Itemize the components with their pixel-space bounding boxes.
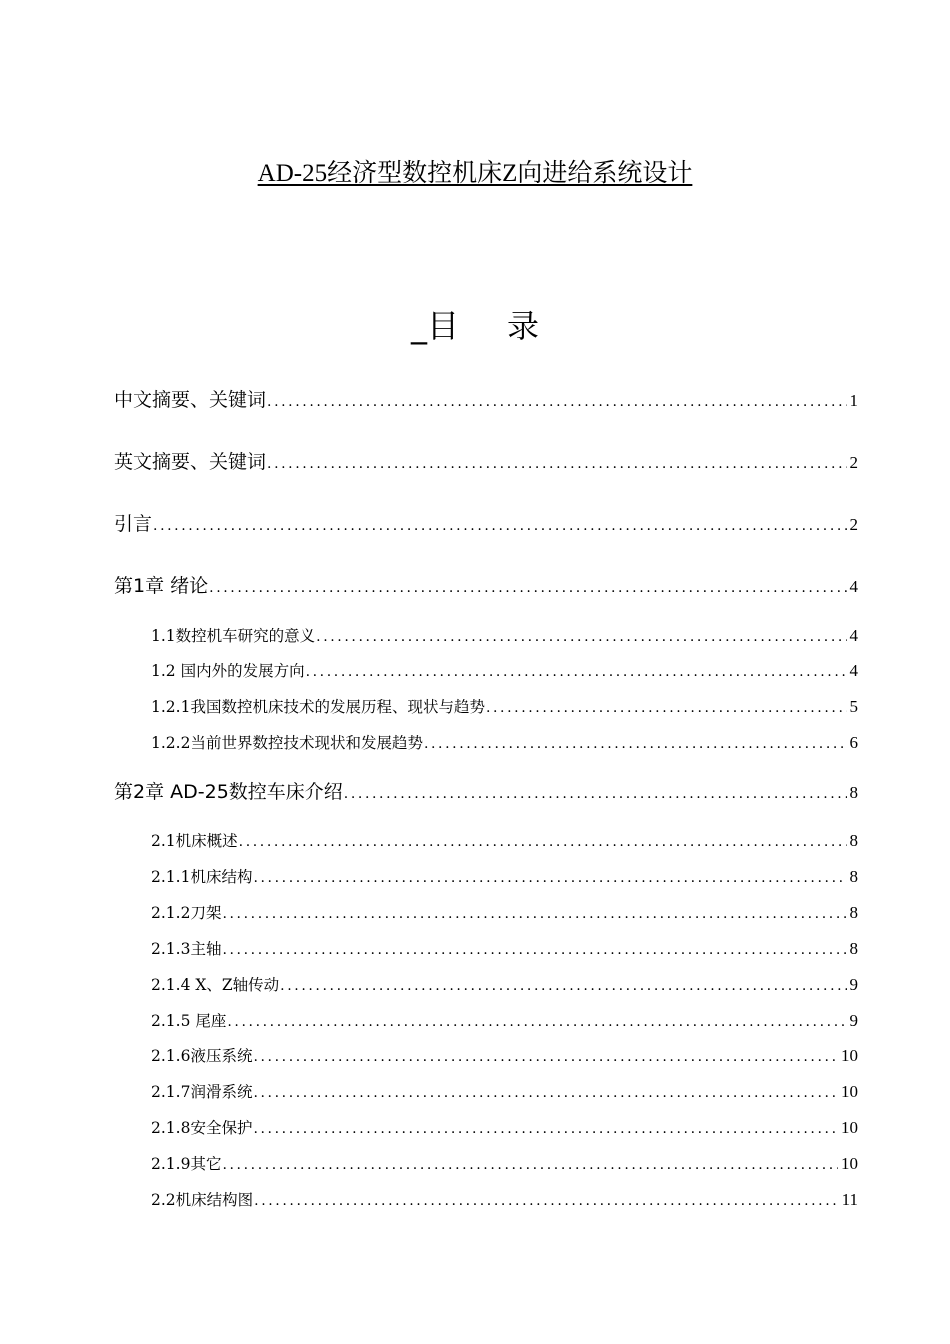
toc-entry-label: 中文摘要、关键词 [114, 389, 267, 411]
toc-entry-label: 2.1.4 X、Z轴传动 [151, 976, 280, 994]
toc-entry-label: 引言 [114, 513, 153, 535]
toc-leader-dots [306, 660, 847, 684]
toc-entry-2-1-9[interactable] [151, 1152, 858, 1177]
toc-heading [0, 304, 950, 348]
toc-entry-1-2-1[interactable] [151, 695, 858, 720]
toc-entry-chapter-1[interactable] [114, 572, 858, 602]
toc-leader-dots [209, 574, 846, 602]
toc-entry-en-abstract[interactable] [114, 448, 858, 478]
toc-entry-page: 8 [849, 783, 858, 802]
toc-entry-page: 8 [849, 867, 858, 886]
toc-leader-dots [316, 625, 846, 649]
toc-entry-page: 9 [849, 975, 858, 994]
toc-entry-page: 2 [849, 453, 858, 472]
toc-entry-page: 1 [849, 391, 858, 410]
toc-leader-dots [253, 866, 846, 890]
toc-entry-2-1-3[interactable] [151, 937, 858, 962]
toc-entry-label: 1.2.1我国数控机床技术的发展历程、现状与趋势 [151, 698, 485, 716]
toc-entry-1-2[interactable] [151, 659, 858, 684]
toc-entry-2-1-1[interactable] [151, 865, 858, 890]
toc-entry-1-2-2[interactable] [151, 731, 858, 756]
toc-entry-2-1-5[interactable] [151, 1009, 858, 1034]
toc-heading-char-1: 目 [426, 307, 459, 345]
toc-entry-label: 2.1.6液压系统 [151, 1047, 253, 1065]
toc-entry-page: 4 [849, 661, 858, 680]
toc-entry-label: 2.1.8安全保护 [151, 1119, 253, 1137]
toc-leader-dots [344, 780, 847, 808]
toc-entry-page: 2 [849, 515, 858, 534]
toc-entry-page: 6 [849, 733, 858, 752]
toc-leader-dots [267, 450, 846, 478]
toc-entry-label: 2.1.3主轴 [151, 940, 222, 958]
toc-entry-page: 9 [849, 1011, 858, 1030]
toc-leader-dots [253, 1045, 838, 1069]
toc-leader-dots [486, 696, 847, 720]
toc-entry-page: 4 [849, 577, 858, 596]
toc-entry-page: 8 [849, 831, 858, 850]
toc-leader-dots [222, 902, 846, 926]
toc-entry-page: 8 [849, 903, 858, 922]
toc-leader-dots [253, 1117, 838, 1141]
toc-entry-page: 4 [849, 626, 858, 645]
toc-entry-page: 11 [841, 1190, 858, 1209]
toc-entry-label: 2.1.9其它 [151, 1155, 222, 1173]
document-title [0, 156, 950, 192]
toc-entry-label: 1.2 国内外的发展方向 [151, 662, 305, 680]
toc-entry-label: 英文摘要、关键词 [114, 451, 267, 473]
toc-heading-prefix: _ [410, 307, 427, 345]
toc-entry-page: 10 [841, 1046, 858, 1065]
toc-entry-page: 10 [841, 1082, 858, 1101]
toc-heading-char-2: 录 [507, 307, 540, 345]
toc-entry-introduction[interactable] [114, 510, 858, 540]
toc-entry-label: 2.2机床结构图 [151, 1191, 254, 1209]
toc-leader-dots [153, 512, 846, 540]
toc-entry-label: 1.1数控机车研究的意义 [151, 627, 316, 645]
toc-entry-page: 5 [849, 697, 858, 716]
toc-leader-dots [222, 1153, 838, 1177]
toc-entry-page: 8 [849, 939, 858, 958]
toc-entry-2-2[interactable] [151, 1188, 858, 1213]
toc-entry-label: 2.1.7润滑系统 [151, 1083, 253, 1101]
toc-entry-2-1-6[interactable] [151, 1044, 858, 1069]
toc-leader-dots [253, 1081, 838, 1105]
toc-entry-chapter-2[interactable] [114, 778, 858, 808]
toc-entry-label: 2.1.1机床结构 [151, 868, 253, 886]
toc-leader-dots [280, 974, 846, 998]
toc-leader-dots [227, 1010, 846, 1034]
document-title-text: AD-25经济型数控机床Z向进给系统设计 [257, 160, 693, 187]
toc-leader-dots [254, 1189, 838, 1213]
toc-entry-2-1-8[interactable] [151, 1116, 858, 1141]
toc-entry-label: 第2章 AD-25数控车床介绍 [114, 781, 343, 803]
toc-entry-2-1-4[interactable] [151, 973, 858, 998]
toc-entry-label: 2.1机床概述 [151, 832, 238, 850]
toc-leader-dots [267, 388, 846, 416]
toc-entry-1-1[interactable] [151, 624, 858, 649]
toc-entry-2-1-2[interactable] [151, 901, 858, 926]
toc-entry-2-1[interactable] [151, 829, 858, 854]
toc-leader-dots [424, 732, 847, 756]
toc-entry-label: 2.1.2刀架 [151, 904, 222, 922]
toc-entry-label: 1.2.2当前世界数控技术现状和发展趋势 [151, 734, 423, 752]
toc-entry-label: 第1章 绪论 [114, 575, 209, 597]
toc-entry-2-1-7[interactable] [151, 1080, 858, 1105]
toc-entry-label: 2.1.5 尾座 [151, 1012, 227, 1030]
toc-entry-page: 10 [841, 1154, 858, 1173]
toc-leader-dots [239, 830, 847, 854]
toc-leader-dots [222, 938, 846, 962]
toc-entry-page: 10 [841, 1118, 858, 1137]
toc-entry-cn-abstract[interactable] [114, 386, 858, 416]
